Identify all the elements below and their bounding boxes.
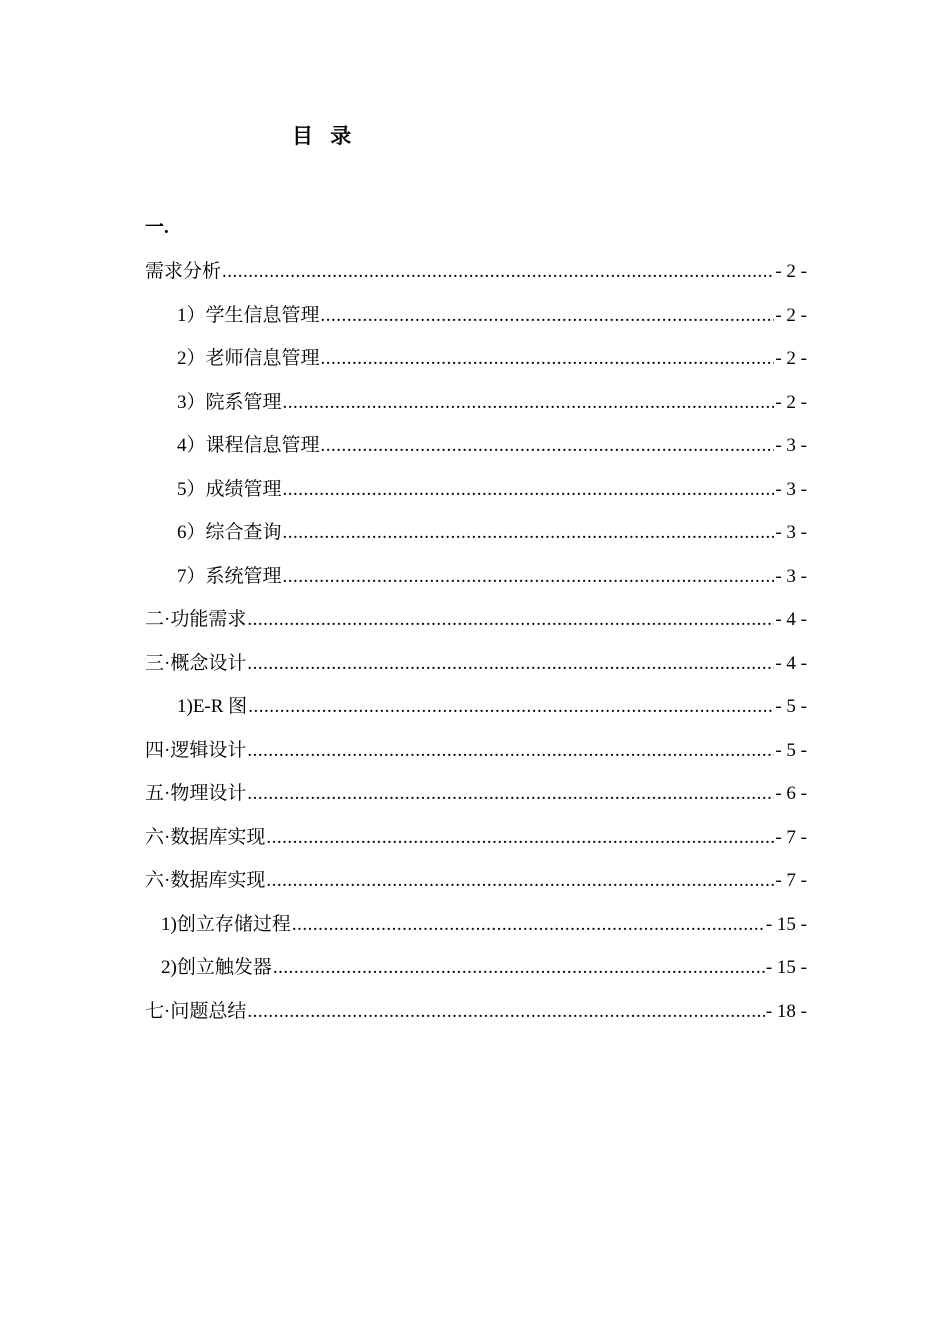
toc-entry-label: 6）综合查询	[177, 522, 282, 543]
toc-dot-leader	[247, 998, 765, 1026]
toc-dot-leader	[247, 650, 774, 678]
toc-entry[interactable]	[145, 258, 807, 302]
toc-dot-leader	[283, 563, 775, 591]
toc-entry[interactable]	[145, 650, 807, 694]
toc-page-number: - 15 -	[765, 957, 807, 978]
toc-entry-label: 六·数据库实现	[145, 870, 266, 891]
toc-page-number: - 5 -	[775, 696, 807, 717]
toc-entry-label: 2）老师信息管理	[177, 348, 320, 369]
toc-title: 目 录	[292, 124, 358, 148]
toc-page-number: - 4 -	[775, 652, 807, 674]
toc-entry[interactable]	[145, 476, 807, 520]
toc-page-number: - 7 -	[775, 870, 807, 891]
toc-entry[interactable]	[145, 432, 807, 476]
toc-entry-label: 1)E-R 图	[177, 696, 248, 717]
toc-entry[interactable]	[145, 737, 807, 781]
toc-dot-leader	[247, 737, 774, 765]
toc-dot-leader	[283, 389, 775, 417]
toc-page-number: - 2 -	[775, 348, 807, 369]
toc-entry-label: 1)创立存储过程	[161, 913, 291, 935]
toc-dot-leader	[321, 345, 775, 373]
section-heading-one: 一.	[145, 217, 169, 238]
toc-dot-leader	[222, 258, 774, 286]
toc-entry-label: 五·物理设计	[145, 783, 247, 804]
toc-page-number: - 6 -	[775, 783, 807, 804]
toc-dot-leader	[248, 693, 774, 721]
toc-entry[interactable]	[145, 389, 807, 433]
toc-entry[interactable]	[145, 911, 807, 955]
toc-entry-label: 四·逻辑设计	[145, 739, 247, 761]
toc-page-number: - 3 -	[775, 522, 807, 543]
toc-page-number: - 3 -	[775, 478, 807, 500]
toc-page-number: - 2 -	[775, 304, 807, 326]
toc-dot-leader	[283, 476, 775, 504]
toc-list	[145, 258, 807, 1041]
toc-entry[interactable]	[145, 867, 807, 911]
toc-entry[interactable]	[145, 606, 807, 650]
toc-dot-leader	[266, 867, 774, 895]
toc-entry-label: 六·数据库实现	[145, 826, 266, 848]
toc-page-number: - 4 -	[775, 609, 807, 630]
toc-dot-leader	[273, 954, 765, 982]
toc-entry-label: 七·问题总结	[145, 1000, 247, 1022]
toc-entry-label: 二·功能需求	[145, 609, 247, 630]
toc-entry[interactable]	[145, 824, 807, 868]
toc-entry[interactable]	[145, 780, 807, 824]
toc-entry[interactable]	[145, 693, 807, 737]
toc-entry[interactable]	[145, 563, 807, 607]
toc-dot-leader	[321, 302, 775, 330]
toc-entry-label: 7）系统管理	[177, 565, 282, 587]
toc-entry-label: 3）院系管理	[177, 391, 282, 413]
toc-dot-leader	[292, 911, 765, 939]
toc-entry-label: 1）学生信息管理	[177, 304, 320, 326]
toc-entry[interactable]	[145, 345, 807, 389]
toc-page-number: - 3 -	[775, 565, 807, 587]
toc-dot-leader	[321, 432, 775, 460]
toc-page-number: - 2 -	[775, 261, 807, 282]
toc-entry[interactable]	[145, 954, 807, 998]
toc-dot-leader	[247, 780, 774, 808]
toc-dot-leader	[283, 519, 775, 547]
toc-entry-label: 4）课程信息管理	[177, 435, 320, 456]
toc-entry-label: 需求分析	[145, 261, 222, 282]
toc-page-number: - 15 -	[765, 913, 807, 935]
toc-entry-label: 2)创立触发器	[161, 957, 272, 978]
toc-page-number: - 18 -	[765, 1000, 807, 1022]
toc-entry[interactable]	[145, 519, 807, 563]
toc-entry-label: 5）成绩管理	[177, 478, 282, 500]
toc-page-number: - 2 -	[775, 391, 807, 413]
toc-entry[interactable]	[145, 998, 807, 1042]
toc-page-number: - 3 -	[775, 435, 807, 456]
toc-dot-leader	[266, 824, 774, 852]
toc-entry-label: 三·概念设计	[145, 652, 247, 674]
toc-page-number: - 5 -	[775, 739, 807, 761]
toc-dot-leader	[247, 606, 774, 634]
toc-page-number: - 7 -	[775, 826, 807, 848]
toc-entry[interactable]	[145, 302, 807, 346]
